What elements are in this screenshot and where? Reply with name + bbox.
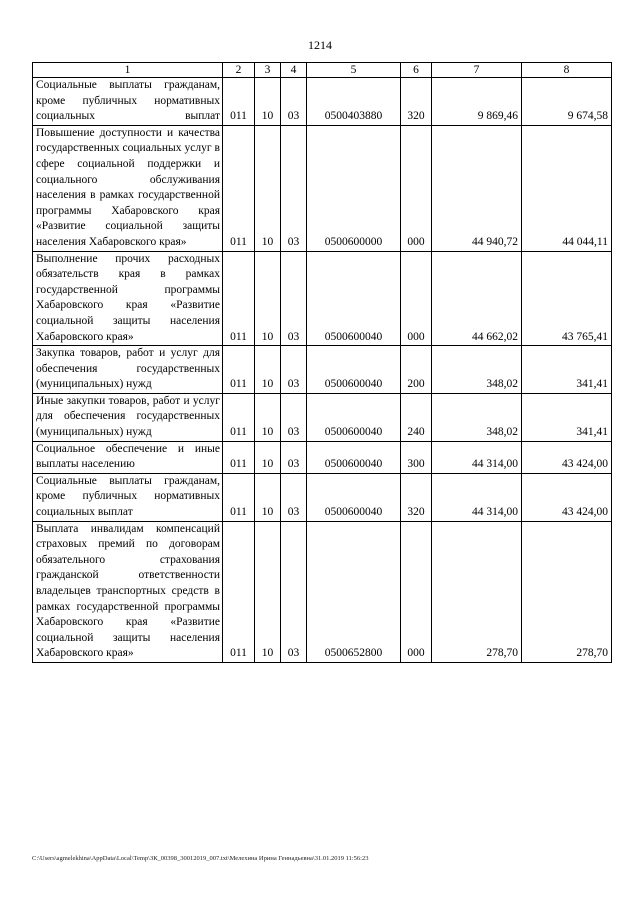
code-subsection: 03	[281, 251, 307, 346]
code-ministry: 011	[223, 441, 255, 473]
code-target: 0500600040	[307, 251, 401, 346]
code-expense-type: 000	[401, 125, 432, 251]
amount-year-1: 9 869,46	[432, 78, 522, 126]
code-section: 10	[255, 346, 281, 394]
code-target: 0500600040	[307, 441, 401, 473]
header-cell: 2	[223, 63, 255, 78]
code-expense-type: 320	[401, 78, 432, 126]
code-ministry: 011	[223, 521, 255, 662]
code-expense-type: 240	[401, 393, 432, 441]
code-ministry: 011	[223, 78, 255, 126]
code-subsection: 03	[281, 346, 307, 394]
table-row	[33, 346, 612, 394]
item-name: Иные закупки товаров, работ и услуг для обеспечения государственных (муниципальных) нужд	[33, 393, 223, 441]
item-name: Выплата инвалидам компенсаций страховых премий по договорам обязательного страхования гражданской ответственности владельцев транспортных средств в рамках государственной программы Хабаровского края «Развитие социальной защиты населения Хабаровского края»	[33, 521, 223, 662]
item-name: Социальное обеспечение и иные выплаты населению	[33, 441, 223, 473]
code-ministry: 011	[223, 346, 255, 394]
table-row	[33, 393, 612, 441]
amount-year-2: 278,70	[522, 521, 612, 662]
item-name: Повышение доступности и качества государственных социальных услуг в сфере социальной поддержки и социального обслуживания населения в рамках государственной программы Хабаровского края «Развитие социальной защиты населения Хабаровского края»	[33, 125, 223, 251]
amount-year-1: 44 314,00	[432, 473, 522, 521]
code-section: 10	[255, 251, 281, 346]
amount-year-2: 341,41	[522, 393, 612, 441]
code-target: 0500403880	[307, 78, 401, 126]
code-target: 0500600040	[307, 346, 401, 394]
amount-year-1: 44 940,72	[432, 125, 522, 251]
amount-year-2: 43 424,00	[522, 473, 612, 521]
code-section: 10	[255, 125, 281, 251]
amount-year-2: 9 674,58	[522, 78, 612, 126]
code-subsection: 03	[281, 393, 307, 441]
item-name: Социальные выплаты гражданам, кроме публичных нормативных социальных выплат	[33, 78, 223, 126]
code-target: 0500652800	[307, 521, 401, 662]
amount-year-1: 44 662,02	[432, 251, 522, 346]
header-cell: 7	[432, 63, 522, 78]
amount-year-2: 43 424,00	[522, 441, 612, 473]
amount-year-1: 348,02	[432, 346, 522, 394]
page-number: 1214	[308, 38, 332, 52]
code-ministry: 011	[223, 473, 255, 521]
code-ministry: 011	[223, 125, 255, 251]
code-section: 10	[255, 78, 281, 126]
code-section: 10	[255, 473, 281, 521]
code-expense-type: 300	[401, 441, 432, 473]
header-cell: 8	[522, 63, 612, 78]
code-target: 0500600040	[307, 393, 401, 441]
item-name: Закупка товаров, работ и услуг для обеспечения государственных (муниципальных) нужд	[33, 346, 223, 394]
budget-table	[32, 62, 612, 663]
code-subsection: 03	[281, 78, 307, 126]
code-ministry: 011	[223, 251, 255, 346]
code-subsection: 03	[281, 125, 307, 251]
amount-year-2: 341,41	[522, 346, 612, 394]
code-expense-type: 320	[401, 473, 432, 521]
header-cell: 5	[307, 63, 401, 78]
table-row	[33, 521, 612, 662]
table-row	[33, 441, 612, 473]
code-section: 10	[255, 521, 281, 662]
code-target: 0500600000	[307, 125, 401, 251]
code-subsection: 03	[281, 473, 307, 521]
code-expense-type: 000	[401, 251, 432, 346]
item-name: Социальные выплаты гражданам, кроме публичных нормативных социальных выплат	[33, 473, 223, 521]
code-target: 0500600040	[307, 473, 401, 521]
file-path-footer: C:\Users\agmelekhina\AppData\Local\Temp\ЗК_00398_30012019_007.txt\Мелехина Ирина Геннадьевна\31.01.2019 11:56:23	[32, 855, 369, 862]
amount-year-2: 43 765,41	[522, 251, 612, 346]
header-cell: 3	[255, 63, 281, 78]
table-row	[33, 125, 612, 251]
table-row	[33, 251, 612, 346]
code-subsection: 03	[281, 441, 307, 473]
table-row	[33, 473, 612, 521]
code-section: 10	[255, 441, 281, 473]
code-ministry: 011	[223, 393, 255, 441]
amount-year-2: 44 044,11	[522, 125, 612, 251]
header-cell: 6	[401, 63, 432, 78]
amount-year-1: 278,70	[432, 521, 522, 662]
code-expense-type: 200	[401, 346, 432, 394]
code-subsection: 03	[281, 521, 307, 662]
header-row	[33, 63, 612, 78]
code-expense-type: 000	[401, 521, 432, 662]
item-name: Выполнение прочих расходных обязательств края в рамках государственной программы Хабаровского края «Развитие социальной защиты населения Хабаровского края»	[33, 251, 223, 346]
header-cell: 1	[33, 63, 223, 78]
code-section: 10	[255, 393, 281, 441]
amount-year-1: 348,02	[432, 393, 522, 441]
table-row	[33, 78, 612, 126]
amount-year-1: 44 314,00	[432, 441, 522, 473]
header-cell: 4	[281, 63, 307, 78]
